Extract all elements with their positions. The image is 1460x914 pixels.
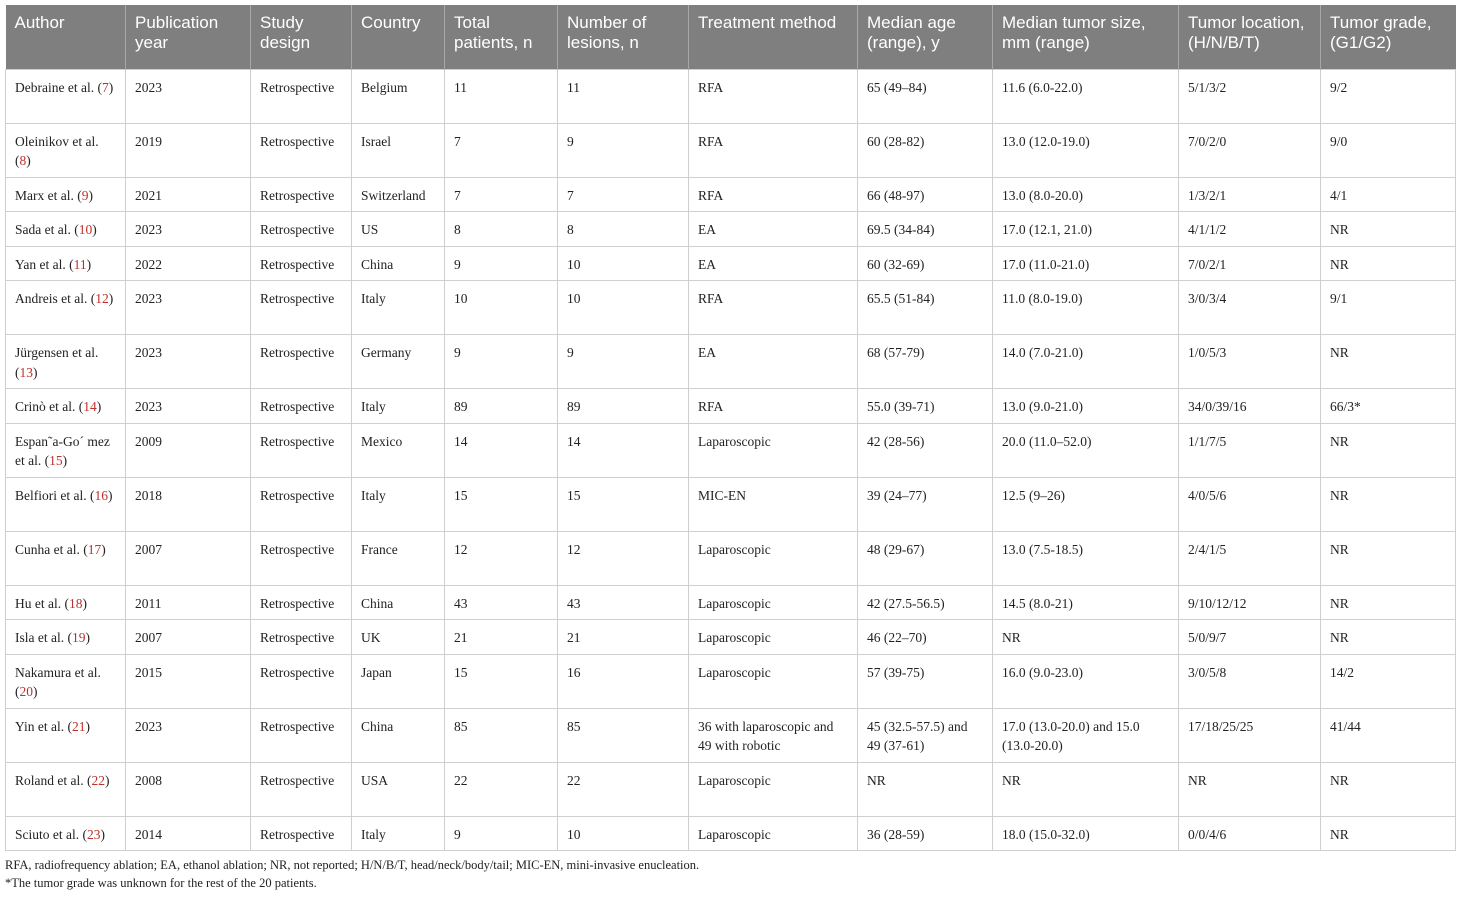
cell-tumor-location: 5/1/3/2 [1179, 69, 1321, 123]
cell-author [6, 531, 126, 585]
cell-country: US [352, 212, 445, 247]
reference-link[interactable]: 23 [86, 826, 101, 842]
cell-treatment-method: Laparoscopic [689, 423, 858, 477]
cell-tumor-grade: NR [1321, 620, 1456, 655]
cell-author [6, 816, 126, 851]
cell-median-age: 46 (22–70) [858, 620, 993, 655]
cell-country: Israel [352, 123, 445, 177]
reference-close-paren: ) [82, 595, 87, 611]
cell-median-age: 36 (28-59) [858, 816, 993, 851]
author-name: Andreis et al. ( [15, 291, 96, 306]
cell-treatment-method: MIC-EN [689, 477, 858, 531]
reference-close-paren: ) [86, 256, 92, 272]
cell-tumor-grade: NR [1321, 762, 1456, 816]
cell-publication-year: 2022 [126, 246, 251, 281]
cell-tumor-location: 7/0/2/0 [1179, 123, 1321, 177]
cell-tumor-location: NR [1179, 762, 1321, 816]
cell-tumor-location: 4/1/1/2 [1179, 212, 1321, 247]
cell-median-tumor-size: NR [993, 762, 1179, 816]
cell-tumor-location: 7/0/2/1 [1179, 246, 1321, 281]
cell-tumor-location: 1/0/5/3 [1179, 335, 1321, 389]
cell-country: Mexico [352, 423, 445, 477]
cell-median-age: 42 (28-56) [858, 423, 993, 477]
cell-publication-year: 2023 [126, 335, 251, 389]
cell-publication-year: 2011 [126, 585, 251, 620]
cell-median-age: 69.5 (34-84) [858, 212, 993, 247]
cell-author [6, 477, 126, 531]
cell-author [6, 585, 126, 620]
reference-link[interactable]: 21 [72, 718, 86, 734]
cell-treatment-method: EA [689, 335, 858, 389]
cell-author [6, 69, 126, 123]
cell-publication-year: 2023 [126, 281, 251, 335]
cell-median-tumor-size: 12.5 (9–26) [993, 477, 1179, 531]
cell-number-of-lesions: 16 [558, 654, 689, 708]
cell-tumor-grade: NR [1321, 335, 1456, 389]
reference-link[interactable]: 8 [19, 153, 27, 168]
cell-median-tumor-size: 13.0 (7.5-18.5) [993, 531, 1179, 585]
table-row [6, 246, 1456, 281]
reference-link[interactable]: 11 [73, 256, 87, 272]
reference-link[interactable]: 12 [95, 291, 109, 306]
cell-number-of-lesions: 15 [558, 477, 689, 531]
cell-publication-year: 2009 [126, 423, 251, 477]
header-row [6, 5, 1456, 69]
reference-link[interactable]: 9 [81, 187, 89, 203]
cell-tumor-grade: 9/2 [1321, 69, 1456, 123]
cell-tumor-grade: NR [1321, 585, 1456, 620]
cell-study-design: Retrospective [251, 585, 352, 620]
cell-country: Italy [352, 816, 445, 851]
cell-median-age: 55.0 (39-71) [858, 389, 993, 424]
cell-tumor-grade: 9/1 [1321, 281, 1456, 335]
cell-tumor-grade: 41/44 [1321, 708, 1456, 762]
cell-number-of-lesions: 21 [558, 620, 689, 655]
column-header-author: Author [6, 5, 126, 69]
reference-close-paren: ) [101, 541, 106, 557]
cell-author [6, 762, 126, 816]
author-name: Hu et al. ( [15, 595, 69, 611]
author-name: Espan˜a-Go´ mez et al. ( [15, 433, 110, 468]
column-header-total-patients: Total patients, n [445, 5, 558, 69]
cell-publication-year: 2019 [126, 123, 251, 177]
cell-publication-year: 2023 [126, 69, 251, 123]
cell-treatment-method: RFA [689, 281, 858, 335]
cell-median-tumor-size: 20.0 (11.0–52.0) [993, 423, 1179, 477]
cell-treatment-method: EA [689, 246, 858, 281]
cell-study-design: Retrospective [251, 246, 352, 281]
cell-tumor-location: 1/3/2/1 [1179, 177, 1321, 212]
cell-number-of-lesions: 85 [558, 708, 689, 762]
cell-publication-year: 2023 [126, 708, 251, 762]
cell-total-patients: 43 [445, 585, 558, 620]
cell-tumor-location: 0/0/4/6 [1179, 816, 1321, 851]
cell-country: France [352, 531, 445, 585]
reference-close-paren: ) [92, 222, 97, 237]
cell-number-of-lesions: 12 [558, 531, 689, 585]
cell-study-design: Retrospective [251, 762, 352, 816]
reference-link[interactable]: 16 [94, 487, 108, 503]
cell-country: Japan [352, 654, 445, 708]
cell-tumor-location: 3/0/3/4 [1179, 281, 1321, 335]
author-name: Nakamura et al. ( [15, 664, 101, 699]
reference-close-paren: ) [96, 399, 102, 414]
cell-median-age: 65 (49–84) [858, 69, 993, 123]
cell-study-design: Retrospective [251, 335, 352, 389]
cell-tumor-grade: NR [1321, 531, 1456, 585]
cell-treatment-method: RFA [689, 177, 858, 212]
cell-publication-year: 2023 [126, 212, 251, 247]
reference-close-paren: ) [26, 153, 31, 168]
cell-author [6, 423, 126, 477]
cell-number-of-lesions: 7 [558, 177, 689, 212]
cell-treatment-method: RFA [689, 389, 858, 424]
column-header-number-of-lesions: Number of lesions, n [558, 5, 689, 69]
cell-median-age: 39 (24–77) [858, 477, 993, 531]
footnote-tumor-grade: *The tumor grade was unknown for the rest of the 20 patients. [5, 876, 317, 890]
footnote-abbreviations: RFA, radiofrequency ablation; EA, ethanol ablation; NR, not reported; H/N/B/T, head/neck/body/tail; MIC-EN, mini-invasive enucleation. [5, 858, 700, 872]
column-header-treatment-method: Treatment method [689, 5, 858, 69]
cell-treatment-method: Laparoscopic [689, 654, 858, 708]
cell-author [6, 335, 126, 389]
cell-median-tumor-size: 13.0 (12.0-19.0) [993, 123, 1179, 177]
cell-number-of-lesions: 43 [558, 585, 689, 620]
author-name: Cunha et al. ( [15, 541, 88, 557]
cell-publication-year: 2018 [126, 477, 251, 531]
cell-author [6, 281, 126, 335]
cell-publication-year: 2014 [126, 816, 251, 851]
column-header-tumor-location: Tumor location, (H/N/B/T) [1179, 5, 1321, 69]
reference-link[interactable]: 22 [91, 772, 105, 788]
reference-link[interactable]: 15 [49, 453, 63, 468]
cell-median-tumor-size: 13.0 (9.0-21.0) [993, 389, 1179, 424]
cell-tumor-grade: 4/1 [1321, 177, 1456, 212]
cell-publication-year: 2007 [126, 620, 251, 655]
cell-publication-year: 2015 [126, 654, 251, 708]
cell-number-of-lesions: 9 [558, 123, 689, 177]
author-name: Jürgensen et al. ( [15, 345, 99, 380]
cell-total-patients: 9 [445, 335, 558, 389]
cell-author [6, 389, 126, 424]
reference-close-paren: ) [107, 487, 113, 503]
cell-study-design: Retrospective [251, 177, 352, 212]
cell-study-design: Retrospective [251, 531, 352, 585]
cell-median-age: 60 (32-69) [858, 246, 993, 281]
cell-total-patients: 22 [445, 762, 558, 816]
cell-tumor-grade: NR [1321, 246, 1456, 281]
cell-treatment-method: Laparoscopic [689, 762, 858, 816]
cell-author [6, 246, 126, 281]
cell-treatment-method: Laparoscopic [689, 620, 858, 655]
reference-close-paren: ) [62, 453, 68, 468]
cell-median-age: 66 (48-97) [858, 177, 993, 212]
author-name: Debraine et al. ( [15, 79, 102, 95]
author-name: Sciuto et al. ( [15, 826, 87, 842]
table-row [6, 123, 1456, 177]
table-row [6, 389, 1456, 424]
cell-country: China [352, 585, 445, 620]
author-name: Sada et al. ( [15, 222, 79, 237]
author-name: Yan et al. ( [15, 256, 74, 272]
cell-median-tumor-size: 17.0 (12.1, 21.0) [993, 212, 1179, 247]
reference-link[interactable]: 19 [71, 630, 86, 645]
cell-median-tumor-size: 11.6 (6.0-22.0) [993, 69, 1179, 123]
cell-tumor-location: 9/10/12/12 [1179, 585, 1321, 620]
cell-tumor-location: 3/0/5/8 [1179, 654, 1321, 708]
table-row [6, 816, 1456, 851]
author-name: Yin et al. ( [15, 718, 72, 734]
cell-country: Belgium [352, 69, 445, 123]
cell-median-age: NR [858, 762, 993, 816]
cell-number-of-lesions: 10 [558, 246, 689, 281]
cell-median-age: 60 (28-82) [858, 123, 993, 177]
cell-author [6, 123, 126, 177]
cell-publication-year: 2007 [126, 531, 251, 585]
cell-tumor-location: 17/18/25/25 [1179, 708, 1321, 762]
cell-tumor-grade: NR [1321, 816, 1456, 851]
cell-number-of-lesions: 10 [558, 816, 689, 851]
cell-study-design: Retrospective [251, 477, 352, 531]
cell-tumor-location: 4/0/5/6 [1179, 477, 1321, 531]
author-name: Isla et al. ( [15, 630, 72, 645]
cell-total-patients: 8 [445, 212, 558, 247]
cell-author [6, 620, 126, 655]
cell-median-age: 48 (29-67) [858, 531, 993, 585]
cell-study-design: Retrospective [251, 816, 352, 851]
cell-median-tumor-size: 11.0 (8.0-19.0) [993, 281, 1179, 335]
cell-median-age: 68 (57-79) [858, 335, 993, 389]
reference-close-paren: ) [104, 772, 110, 788]
cell-tumor-grade: 9/0 [1321, 123, 1456, 177]
reference-link[interactable]: 17 [87, 541, 102, 557]
reference-link[interactable]: 14 [83, 399, 97, 414]
cell-median-tumor-size: 13.0 (8.0-20.0) [993, 177, 1179, 212]
cell-tumor-grade: NR [1321, 423, 1456, 477]
cell-study-design: Retrospective [251, 69, 352, 123]
cell-study-design: Retrospective [251, 389, 352, 424]
table-row [6, 762, 1456, 816]
table-row [6, 423, 1456, 477]
cell-median-tumor-size: 14.0 (7.0-21.0) [993, 335, 1179, 389]
cell-number-of-lesions: 8 [558, 212, 689, 247]
cell-country: Italy [352, 477, 445, 531]
cell-study-design: Retrospective [251, 123, 352, 177]
reference-close-paren: ) [108, 291, 114, 306]
table-row [6, 708, 1456, 762]
reference-close-paren: ) [33, 684, 38, 699]
cell-tumor-grade: NR [1321, 212, 1456, 247]
column-header-median-tumor-size: Median tumor size, mm (range) [993, 5, 1179, 69]
cell-country: China [352, 246, 445, 281]
cell-total-patients: 14 [445, 423, 558, 477]
reference-link[interactable]: 7 [101, 79, 109, 95]
cell-publication-year: 2021 [126, 177, 251, 212]
cell-treatment-method: Laparoscopic [689, 816, 858, 851]
cell-median-tumor-size: 17.0 (13.0-20.0) and 15.0 (13.0-20.0) [993, 708, 1179, 762]
cell-number-of-lesions: 11 [558, 69, 689, 123]
cell-median-age: 42 (27.5-56.5) [858, 585, 993, 620]
cell-treatment-method: Laparoscopic [689, 531, 858, 585]
reference-close-paren: ) [85, 718, 90, 734]
table-row [6, 531, 1456, 585]
cell-median-age: 57 (39-75) [858, 654, 993, 708]
reference-link[interactable]: 13 [19, 364, 33, 380]
cell-total-patients: 9 [445, 816, 558, 851]
cell-author [6, 654, 126, 708]
reference-link[interactable]: 10 [78, 222, 93, 237]
cell-tumor-grade: NR [1321, 477, 1456, 531]
column-header-tumor-grade: Tumor grade, (G1/G2) [1321, 5, 1456, 69]
cell-treatment-method: EA [689, 212, 858, 247]
table-row [6, 212, 1456, 247]
table-row [6, 654, 1456, 708]
cell-author [6, 212, 126, 247]
cell-tumor-location: 1/1/7/5 [1179, 423, 1321, 477]
author-name: Crinò et al. ( [15, 399, 84, 414]
cell-study-design: Retrospective [251, 620, 352, 655]
table-row [6, 69, 1456, 123]
reference-close-paren: ) [85, 630, 90, 645]
cell-treatment-method: RFA [689, 123, 858, 177]
cell-total-patients: 9 [445, 246, 558, 281]
cell-tumor-location: 5/0/9/7 [1179, 620, 1321, 655]
author-name: Marx et al. ( [15, 187, 82, 203]
author-name: Roland et al. ( [15, 772, 92, 788]
study-characteristics-table [5, 5, 1456, 851]
reference-close-paren: ) [33, 364, 38, 380]
cell-median-age: 45 (32.5-57.5) and 49 (37-61) [858, 708, 993, 762]
cell-study-design: Retrospective [251, 281, 352, 335]
cell-total-patients: 15 [445, 477, 558, 531]
cell-tumor-location: 34/0/39/16 [1179, 389, 1321, 424]
cell-study-design: Retrospective [251, 654, 352, 708]
cell-total-patients: 7 [445, 177, 558, 212]
table-body [6, 69, 1456, 851]
table-row [6, 281, 1456, 335]
cell-tumor-location: 2/4/1/5 [1179, 531, 1321, 585]
cell-median-tumor-size: NR [993, 620, 1179, 655]
cell-median-tumor-size: 16.0 (9.0-23.0) [993, 654, 1179, 708]
cell-treatment-method: 36 with laparoscopic and 49 with robotic [689, 708, 858, 762]
cell-total-patients: 89 [445, 389, 558, 424]
cell-median-tumor-size: 17.0 (11.0-21.0) [993, 246, 1179, 281]
cell-median-tumor-size: 18.0 (15.0-32.0) [993, 816, 1179, 851]
cell-median-tumor-size: 14.5 (8.0-21) [993, 585, 1179, 620]
table-row [6, 335, 1456, 389]
reference-close-paren: ) [88, 187, 93, 203]
cell-country: Italy [352, 389, 445, 424]
study-characteristics-table-container [5, 5, 1455, 892]
cell-publication-year: 2023 [126, 389, 251, 424]
cell-country: USA [352, 762, 445, 816]
cell-author [6, 177, 126, 212]
cell-tumor-grade: 14/2 [1321, 654, 1456, 708]
cell-number-of-lesions: 89 [558, 389, 689, 424]
reference-link[interactable]: 20 [19, 684, 33, 699]
cell-total-patients: 85 [445, 708, 558, 762]
table-row [6, 620, 1456, 655]
cell-author [6, 708, 126, 762]
column-header-country: Country [352, 5, 445, 69]
cell-total-patients: 12 [445, 531, 558, 585]
table-row [6, 585, 1456, 620]
column-header-study-design: Study design [251, 5, 352, 69]
cell-number-of-lesions: 22 [558, 762, 689, 816]
author-name: Belfiori et al. ( [15, 487, 95, 503]
cell-tumor-grade: 66/3* [1321, 389, 1456, 424]
cell-country: Germany [352, 335, 445, 389]
reference-link[interactable]: 18 [68, 595, 83, 611]
cell-country: China [352, 708, 445, 762]
cell-treatment-method: Laparoscopic [689, 585, 858, 620]
cell-number-of-lesions: 14 [558, 423, 689, 477]
cell-median-age: 65.5 (51-84) [858, 281, 993, 335]
author-name: Oleinikov et al. ( [15, 133, 99, 168]
cell-total-patients: 11 [445, 69, 558, 123]
cell-study-design: Retrospective [251, 423, 352, 477]
cell-number-of-lesions: 9 [558, 335, 689, 389]
cell-country: Italy [352, 281, 445, 335]
table-row [6, 477, 1456, 531]
cell-country: UK [352, 620, 445, 655]
reference-close-paren: ) [100, 826, 105, 842]
cell-country: Switzerland [352, 177, 445, 212]
cell-total-patients: 7 [445, 123, 558, 177]
cell-study-design: Retrospective [251, 708, 352, 762]
table-footnotes [5, 856, 1455, 892]
cell-number-of-lesions: 10 [558, 281, 689, 335]
cell-treatment-method: RFA [689, 69, 858, 123]
cell-total-patients: 15 [445, 654, 558, 708]
reference-close-paren: ) [108, 79, 114, 95]
cell-study-design: Retrospective [251, 212, 352, 247]
column-header-publication-year: Publication year [126, 5, 251, 69]
table-row [6, 177, 1456, 212]
column-header-median-age: Median age (range), y [858, 5, 993, 69]
cell-total-patients: 10 [445, 281, 558, 335]
cell-publication-year: 2008 [126, 762, 251, 816]
cell-total-patients: 21 [445, 620, 558, 655]
